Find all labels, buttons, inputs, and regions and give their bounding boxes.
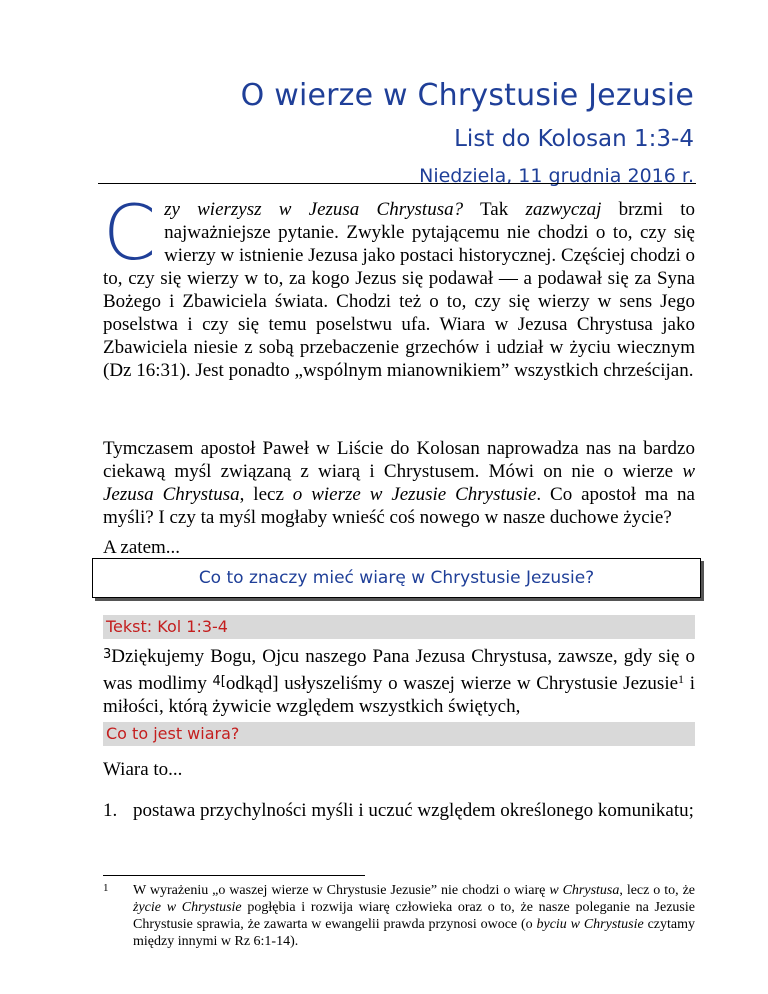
section-heading-text: Tekst: Kol 1:3-4 (103, 615, 695, 639)
scripture-verse: $^3$Dziękujemy Bogu, Ojcu naszego Pana Jezusa Chrystusa, zawsze, gdy się o was modlimy $^{4[}$odkąd] usłyszeliśmy o waszej wierze w Chrystusie Jezusie$^1$ i miłości, którą żywicie względem wszystkich świętych, (103, 646, 695, 717)
paragraph-4: Wiara to... (103, 759, 183, 780)
usually-word: zazwyczaj (525, 199, 602, 220)
page-subtitle: List do Kolosan 1:3-4 (454, 126, 694, 152)
page-title: O wierze w Chrystusie Jezusie (240, 78, 694, 113)
page-date: Niedziela, 11 grudnia 2016 r. (419, 165, 694, 187)
list-item-number: 1. (103, 800, 118, 821)
header-rule (98, 183, 696, 184)
drop-cap: C (103, 188, 157, 277)
verse-number-4: 4[ (212, 674, 226, 689)
paragraph-3: A zatem... (103, 537, 181, 558)
list-item (103, 799, 695, 822)
question-box (92, 558, 701, 598)
paragraph-2: Tymczasem apostoł Paweł w Liście do Kolosan naprowadza nas na bardzo ciekawą myśl związaną z wiarą i Chrystusem. Mówi on nie o wierze w Jezusa Chrystusa, lecz o wierze w Jezusie Chrystusie. Co apostoł ma na myśli? I czy ta myśl mogłaby wnieść coś nowego w nasze duchowe życie? (103, 438, 695, 528)
footnote (103, 882, 695, 950)
footnote-text: W wyrażeniu „o waszej wierze w Chrystusie Jezusie” nie chodzi o wiarę w Chrystusa, lecz o to, że życie w Chrystusie pogłębia i rozwija wiarę człowieka oraz o to, że nasze poleganie na Jezusie Chrystusie sprawia, że zawarta w ewangelii prawda przynosi owoce (o byciu w Chrystusie czytamy między innymi w Rz 6:1-14). (133, 883, 696, 949)
intro-question: zy wierzysz w Jezusa Chrystusa? (164, 199, 464, 220)
footnote-rule (103, 875, 365, 876)
footnote-ref[interactable]: 1 (678, 672, 685, 686)
question-box-text: Co to znaczy mieć wiarę w Chrystusie Jezusie? (198, 568, 595, 588)
footnote-number: 1 (103, 882, 109, 894)
list-item-text: postawa przychylności myśli i uczuć względem określonego komunikatu; (133, 800, 694, 821)
intro-paragraph: Czy wierzysz w Jezusa Chrystusa? Tak zazwyczaj brzmi to najważniejsze pytanie. Zwykle pytającemu nie chodzi o to, czy się wierzy w istnienie Jezusa jako postaci historycznej. Częściej chodzi o to, czy się wierzy w to, za kogo Jezus się podawał — a podawał się za Syna Bożego i Zbawiciela świata. Chodzi też o to, czy się wierzy w sens Jego poselstwa i czy się temu poselstwu ufa. Wiara w Jezusa Chrystusa jako Zbawiciela niesie z sobą przebaczenie grzechów i udział w życiu wiecznym (Dz 16:31). Jest ponadto „wspólnym mianownikiem” wszystkich chrześcijan. (103, 188, 695, 381)
verse-number-3: 3 (103, 647, 112, 662)
section-heading-faith: Co to jest wiara? (103, 722, 695, 746)
